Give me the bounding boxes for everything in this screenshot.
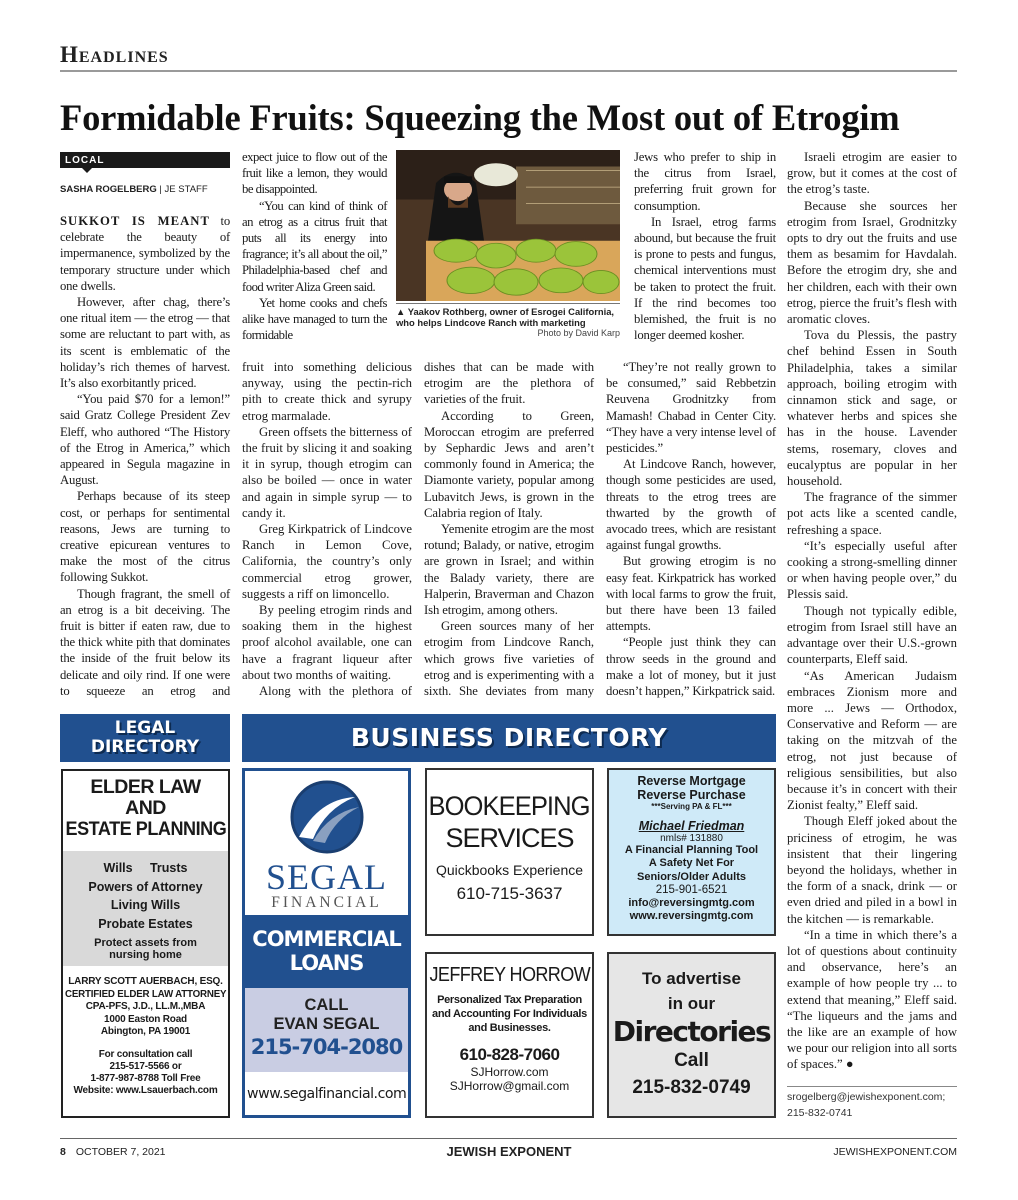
divider — [787, 1086, 957, 1087]
publication-website: JEWISHEXPONENT.COM — [833, 1146, 957, 1158]
desc-line: and Businesses. — [468, 1022, 551, 1034]
article-paragraph — [787, 927, 957, 1073]
article-paragraph — [787, 327, 957, 489]
photo-credit: Photo by David Karp — [537, 328, 620, 338]
ad-email[interactable]: info@reversingmtg.com — [628, 897, 755, 910]
paragraph-text: The fragrance of the simmer pot acts like a scented candle, refreshing a space. — [787, 490, 957, 537]
service: Probate Estates — [98, 916, 193, 931]
article-paragraph — [424, 618, 594, 699]
service: Powers of Attorney — [88, 879, 203, 894]
ad-line: in our — [667, 994, 716, 1013]
article-paragraph — [60, 586, 230, 699]
paragraph-text: “As American Judaism embraces Zionism more and more ... Jews — Orthodox, Conservative and Reform — are taking on the mitzvah of the etrog, not just because of religious sensibilities, but also because it’s in concert with their Zionist fealty,” Eleff said. — [787, 668, 957, 813]
author-phone: 215-832-0741 — [787, 1107, 853, 1119]
article-paragraph — [424, 408, 594, 521]
ad-phone: 215-901-6521 — [655, 883, 728, 896]
paragraph-text: Yemenite etrogim are the most rotund; Balady, or native, etrogim are grown in Israel; and within the Balady variety, there are Halperin, Braverman and Chazon Ish etrogim, among others. — [424, 522, 594, 618]
article-paragraph — [424, 521, 594, 618]
paragraph-text: “They’re not really grown to be consumed,” said Rebbetzin Reuvena Grodnitzky from Mamash! Chabad in Center City. “They have a very intense level of pesticides.” — [606, 360, 776, 456]
paragraph-text: “In a time in which there’s a lot of questions about continuity and observance, here’s an example of how people try ... to extend that meaning,” Eleff said. “The liqueurs and the jams and the like are an example of how we pour our religion into all sorts of spaces.” ● — [787, 927, 957, 1072]
nmls-number: nmls# 131880 — [660, 833, 723, 844]
paragraph-text: Though fragrant, the smell of an etrog is a bit deceiving. The fruit is bitter if eaten raw, due to the thick white pith that dominates the inside of the fruit below its delicate and oily rind. If one were to squeeze an etrog and — [60, 586, 230, 698]
address-line: 1000 Easton Road — [104, 1013, 187, 1025]
ad-title: Directories — [612, 1015, 771, 1048]
article-paragraph — [60, 488, 230, 585]
segal-phone: 215-704-2080 — [250, 1035, 403, 1059]
photo-caption — [396, 303, 620, 339]
services-panel — [63, 851, 228, 966]
article-paragraph — [242, 198, 387, 295]
article-column-2-top — [242, 149, 387, 343]
article-column-3 — [424, 359, 594, 699]
divider — [60, 70, 957, 72]
paragraph-text: However, after chag, there’s one ritual item — the etrog — that some are reluctant to part with, as its scent is emblematic of the holiday’s rich themes of harvest. It’s also exorbitantly priced. — [60, 295, 230, 391]
article-paragraph — [606, 634, 776, 699]
legal-directory-header — [60, 714, 230, 762]
ad-title: SERVICES — [445, 823, 574, 853]
note: nursing home — [109, 949, 182, 961]
article-paragraph — [242, 521, 412, 602]
article-title: Formidable Fruits: Squeezing the Most out of Etrogim — [60, 97, 900, 138]
section-header: Headlines — [60, 42, 169, 67]
paragraph-text: By peeling etrogim rinds and soaking them in the highest proof alcohol available, one can have a fragrant liqueur after about two months of waiting. — [242, 603, 412, 682]
paragraph-text: According to Green, Moroccan etrogim are preferred by Sephardic Jews and aren’t commonly found in America; the Diamonte variety, popular among Lubavitch Jews, is grown in the Calabria region of Italy. — [424, 408, 594, 520]
paragraph-text: Yet home cooks and chefs alike have managed to turn the formidable — [242, 295, 387, 343]
ad-line: To advertise — [642, 969, 741, 988]
paragraph-text: Though Eleff joked about the priciness of etrogim, he was insistent that their lingering beyond the holidays, whether in the form of a snack, drink — or even dried and piled in a bowl in the kitchen — is remarkable. — [787, 814, 957, 926]
contact-line: For consultation call — [98, 1048, 193, 1060]
desc-line: and Accounting For Individuals — [432, 1008, 587, 1020]
paragraph-text: “You can kind of think of an etrog as a citrus fruit that puts all its energy into fragrance; it’s all about the oil,” Philadelphia-based chef and food writer Aliza Green said. — [242, 198, 387, 294]
website-link[interactable]: Website: www.Lsauerbach.com — [73, 1085, 218, 1097]
paragraph-text: At Lindcove Ranch, however, though some pesticides are used, threats to the etrog trees are thwarted by the growth of avocado trees, which are resistant against fungal growths. — [606, 457, 776, 553]
paragraph-text: Though not typically edible, etrogim from Israel still have an advantage over their U.S.-grown counterparts, Eleff said. — [787, 603, 957, 667]
contact-line: 1-877-987-8788 Toll Free — [90, 1072, 201, 1084]
publication-name: JEWISH EXPONENT — [446, 1144, 572, 1159]
feature: A Safety Net For — [648, 857, 735, 870]
article-column-4-top — [634, 149, 776, 343]
article-paragraph — [787, 668, 957, 814]
jeffrey-horrow-ad — [425, 952, 594, 1118]
page-number: 8 — [60, 1146, 66, 1158]
ad-phone: 610-715-3637 — [456, 884, 563, 903]
address-line: CERTIFIED ELDER LAW ATTORNEY — [64, 988, 227, 1000]
ad-subtitle: Quickbooks Experience — [435, 862, 584, 878]
address-line: LARRY SCOTT AUERBACH, ESQ. — [68, 976, 223, 987]
ad-website[interactable]: SJHorrow.com — [470, 1065, 549, 1079]
article-paragraph — [60, 213, 230, 294]
article-paragraph — [242, 683, 412, 699]
article-paragraph — [634, 149, 776, 214]
paragraph-text: Because she sources her etrogim from Israel, Grodnitzky opts to dry out the fruits and use them as besamim for Havdalah. Before the etrogim dry, she and her children, each with their own etrog, pierce the fruit’s flesh with aromatic cloves. — [787, 198, 957, 327]
article-column-2 — [242, 359, 412, 699]
reverse-mortgage-ad — [607, 768, 776, 936]
article-paragraph — [787, 813, 957, 926]
paragraph-text: “People just think they can throw seeds in the ground and make a lot of money, but it just doesn’t happen,” Kirkpatrick said. — [606, 635, 776, 699]
paragraph-text: “It’s especially useful after cooking a strong-smelling dinner or when having people over,” du Plessis said. — [787, 538, 957, 602]
contact-line: 215-517-5566 or — [109, 1060, 182, 1072]
note: Protect assets from — [94, 937, 197, 949]
article-paragraph — [60, 294, 230, 391]
author-contact — [787, 1089, 945, 1121]
article-paragraph — [606, 553, 776, 634]
loans-line: LOANS — [289, 951, 364, 975]
lead-in: SUKKOT IS MEANT — [60, 214, 210, 228]
feature: A Financial Planning Tool — [624, 844, 759, 856]
loans-line: COMMERCIAL — [252, 927, 401, 951]
article-column-1 — [60, 213, 230, 699]
byline-separator: | — [156, 184, 165, 195]
ad-title: BOOKEEPING — [428, 791, 591, 821]
paragraph-text: Green sources many of her etrogim from Lindcove Ranch, which grows five varieties of etrog and is experimenting with a sixth. She deviates from many — [424, 619, 594, 699]
paragraph-text: In Israel, etrog farms abound, but because the fruit is prone to pests and fungus, chemical interventions must be taken to protect the fruit. If the rind becomes too blemished, the fruit is no longer deemed kosher. — [634, 214, 776, 343]
caption-text: Yaakov Rothberg, owner of Esrogei California, who helps Lindcove Ranch with marketing — [396, 306, 615, 328]
ad-phone: 610-828-7060 — [459, 1045, 560, 1064]
caption-triangle-icon: ▲ — [396, 306, 408, 317]
divider — [60, 1138, 957, 1139]
elder-law-ad — [61, 769, 230, 1118]
article-paragraph — [787, 603, 957, 668]
article-paragraph — [787, 198, 957, 328]
article-column-5 — [787, 149, 957, 1073]
ad-email[interactable]: SJHorrow@gmail.com — [449, 1079, 570, 1093]
paragraph-text: Green offsets the bitterness of the fruit by slicing it and soaking it in syrup, though etrogim can also be boiled — once in water and again in simple syrup — to candy it. — [242, 424, 412, 520]
ad-title: AND — [125, 797, 166, 819]
article-column-4 — [606, 359, 776, 699]
address-line: CPA-PFS, J.D., LL.M.,MBA — [85, 1001, 206, 1012]
bookkeeping-ad — [425, 768, 594, 936]
author-email[interactable]: srogelberg@jewishexponent.com; — [787, 1091, 946, 1103]
call-line: EVAN SEGAL — [273, 1015, 380, 1033]
paragraph-text: fruit into something delicious anyway, using the pectin-rich pith to create thick and syrupy etrog marmalade. — [242, 360, 412, 423]
article-title-wrap — [60, 96, 957, 139]
issue-date: OCTOBER 7, 2021 — [75, 1146, 166, 1158]
author-role: JE STAFF — [164, 184, 208, 195]
header-line: DIRECTORY — [90, 737, 200, 757]
segal-sub: FINANCIAL — [271, 894, 382, 911]
segal-website[interactable]: www.segalfinancial.com — [246, 1086, 407, 1102]
paragraph-text: Greg Kirkpatrick of Lindcove Ranch in Lemon Cove, California, the country’s only commercial etrog grower, suggests a riff on limoncello. — [242, 522, 412, 601]
paragraph-text: Jews who prefer to ship in the citrus from Israel, preferring fruit grown for consumption. — [634, 150, 776, 213]
article-paragraph — [424, 359, 594, 408]
paragraph-text: dishes that can be made with etrogim are the plethora of varieties of the fruit. — [424, 360, 594, 407]
article-photo — [396, 150, 620, 301]
business-directory-header: BUSINESS DIRECTORY — [242, 714, 776, 762]
article-paragraph — [787, 538, 957, 603]
article-paragraph — [242, 602, 412, 683]
advertise-ad — [607, 952, 776, 1118]
feature: Seniors/Older Adults — [636, 870, 746, 883]
segal-name: SEGAL — [266, 857, 387, 897]
article-paragraph — [242, 359, 412, 424]
article-paragraph — [242, 149, 387, 198]
paragraph-text: “You paid $70 for a lemon!” said Gratz College President Zev Eleff, who authored “The History of the Etrog in America,” which appeared in Segula magazine in August. — [60, 392, 230, 488]
ad-tagline: ***Serving PA & FL*** — [651, 802, 732, 811]
article-paragraph — [606, 359, 776, 456]
call-line: CALL — [304, 996, 349, 1014]
ad-phone: 215-832-0749 — [632, 1077, 751, 1098]
paragraph-text: Along with the plethora of — [259, 684, 412, 699]
ad-title: JEFFREY HORROW — [429, 964, 590, 986]
article-paragraph — [242, 295, 387, 344]
address-line: Abington, PA 19001 — [100, 1026, 191, 1037]
paragraph-text: Perhaps because of its steep cost, or perhaps for sentimental reasons, Jews are turning to creative epicurean ventures to make the most of the citrus following Sukkot. — [60, 489, 230, 585]
author-name: SASHA ROGELBERG — [60, 184, 157, 195]
article-paragraph — [60, 391, 230, 488]
ad-title: Reverse Purchase — [637, 788, 746, 802]
ad-title: Reverse Mortgage — [637, 774, 746, 788]
segal-logo-icon — [289, 779, 365, 855]
article-paragraph — [634, 214, 776, 344]
paragraph-text: But growing etrogim is no easy feat. Kirkpatrick has worked with local farms to grow the fruit, but there have been 13 failed attempts. — [606, 554, 776, 634]
article-paragraph — [242, 424, 412, 521]
ad-title: ELDER LAW — [90, 776, 201, 798]
service: Living Wills — [110, 898, 181, 912]
article-paragraph — [787, 489, 957, 538]
article-paragraph — [606, 456, 776, 553]
paragraph-text: Tova du Plessis, the pastry chef behind Essen in South Philadelphia, takes a similar approach, boiling etrogim with cinnamon stick and sage, or whatever herbs and spices she has in the house. Lavender stems, rosemary, cloves and eucalyptus are popular in her household. — [787, 328, 957, 489]
ad-title: ESTATE PLANNING — [65, 818, 226, 840]
category-tag: LOCAL — [60, 152, 230, 168]
paragraph-text: Israeli etrogim are easier to grow, but it comes at the cost of the etrog’s taste. — [787, 150, 957, 197]
ad-website[interactable]: www.reversingmtg.com — [629, 910, 754, 923]
article-paragraph — [787, 149, 957, 198]
service: Wills Trusts — [103, 861, 188, 875]
paragraph-text: to celebrate the beauty of impermanence, symbolized by the temporary structure under which one dwells. — [60, 214, 230, 293]
byline — [60, 184, 208, 195]
ad-line: Call — [674, 1050, 709, 1071]
desc-line: Personalized Tax Preparation — [437, 994, 582, 1006]
paragraph-text: expect juice to flow out of the fruit like a lemon, they would be disappointed. — [242, 150, 387, 197]
agent-name: Michael Friedman — [638, 819, 745, 833]
segal-financial-ad — [242, 768, 411, 1118]
header-line: LEGAL — [114, 718, 176, 738]
